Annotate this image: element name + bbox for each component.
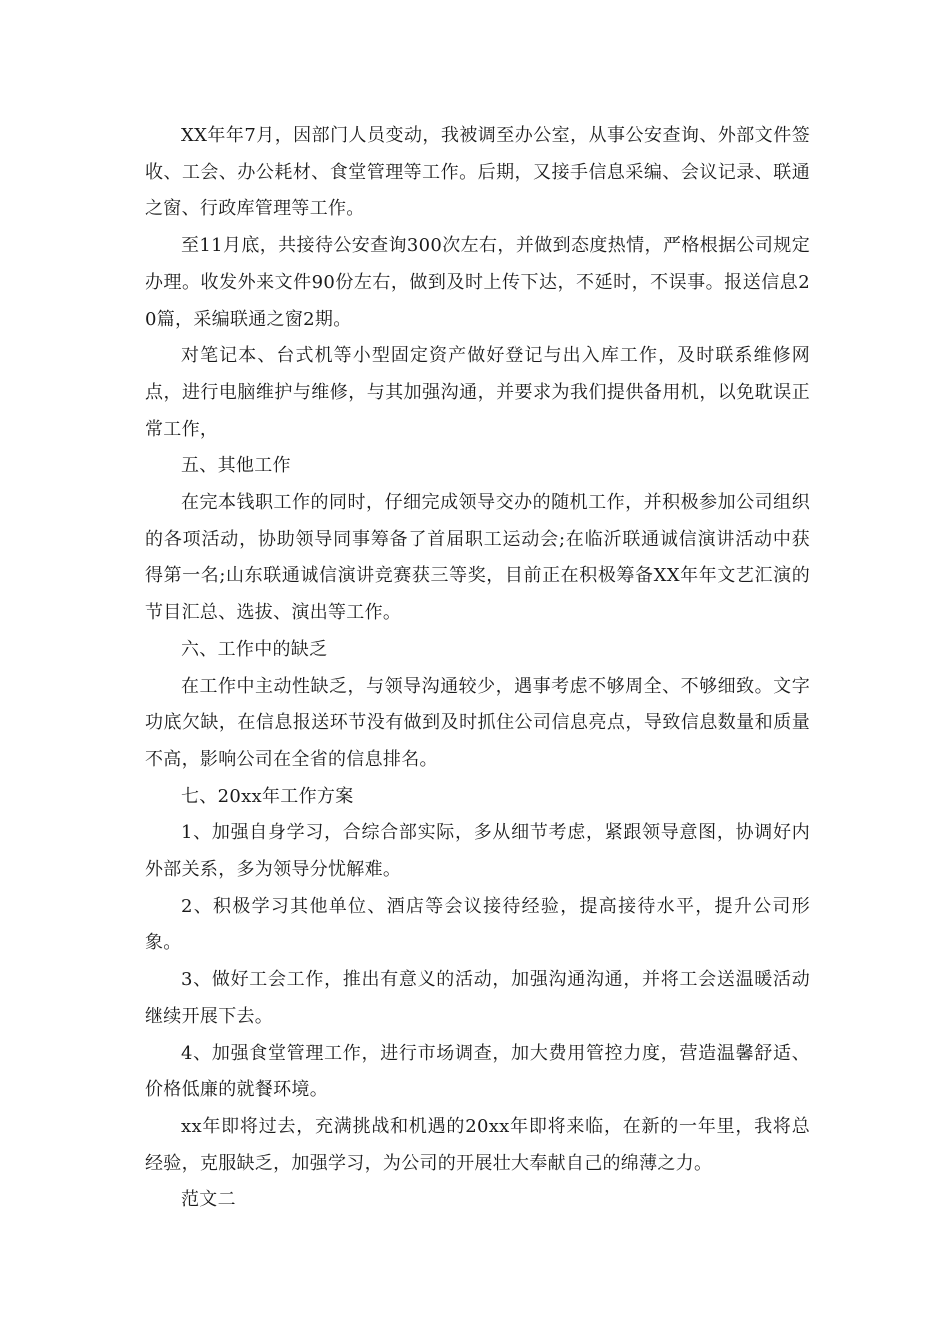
section-heading-work-plan: 七、20xx年工作方案: [181, 785, 354, 807]
plan-item-2: 2、积极学习其他单位、酒店等会议接待经验，提高接待水平，提升公司形象。: [145, 895, 810, 954]
paragraph-job-transfer: XX年年7月，因部门人员变动，我被调至办公室，从事公安查询、外部文件签收、工会、办公耗材、食堂管理等工作。后期，又接手信息采编、会议记录、联通之窗、行政库管理等工作。: [145, 125, 810, 220]
section-heading-other-work: 五、其他工作: [181, 455, 291, 477]
paragraph-shortcomings: 在工作中主动性缺乏，与领导沟通较少，遇事考虑不够周全、不够细致。文字功底欠缺，在信息报送环节没有做到及时抓住公司信息亮点，导致信息数量和质量不高，影响公司在全省的信息排名。: [145, 675, 810, 770]
paragraph-asset-management: 对笔记本、台式机等小型固定资产做好登记与出入库工作，及时联系维修网点，进行电脑维护与维修，与其加强沟通，并要求为我们提供备用机，以免耽误正常工作，: [145, 345, 810, 440]
section-heading-shortcomings: 六、工作中的缺乏: [181, 638, 328, 660]
paragraph-conclusion: xx年即将过去，充满挑战和机遇的20xx年即将来临，在新的一年里，我将总经验，克服缺乏，加强学习，为公司的开展壮大奉献自己的绵薄之力。: [145, 1115, 810, 1174]
plan-item-1: 1、加强自身学习，合综合部实际，多从细节考虑，紧跟领导意图，协调好内外部关系，多为领导分忧解难。: [145, 822, 810, 881]
section-heading-sample-two: 范文二: [181, 1189, 236, 1211]
plan-item-3: 3、做好工会工作，推出有意义的活动，加强沟通沟通，并将工会送温暖活动继续开展下去。: [145, 969, 810, 1027]
plan-item-4: 4、加强食堂管理工作，进行市场调查，加大费用管控力度，营造温馨舒适、价格低廉的就餐环境。: [145, 1042, 810, 1101]
paragraph-work-statistics: 至11月底，共接待公安查询300次左右，并做到态度热情，严格根据公司规定办理。收发外来文件90份左右，做到及时上传下达，不延时，不误事。报送信息20篇，采编联通之窗2期。: [145, 235, 810, 330]
document-body: [145, 118, 810, 1219]
paragraph-other-work: 在完本钱职工作的同时，仔细完成领导交办的随机工作，并积极参加公司组织的各项活动，协助领导同事筹备了首届职工运动会;在临沂联通诚信演讲活动中获得第一名;山东联通诚信演讲竞赛获三等奖，目前正在积极筹备XX年年文艺汇演的节目汇总、选拔、演出等工作。: [145, 492, 810, 624]
